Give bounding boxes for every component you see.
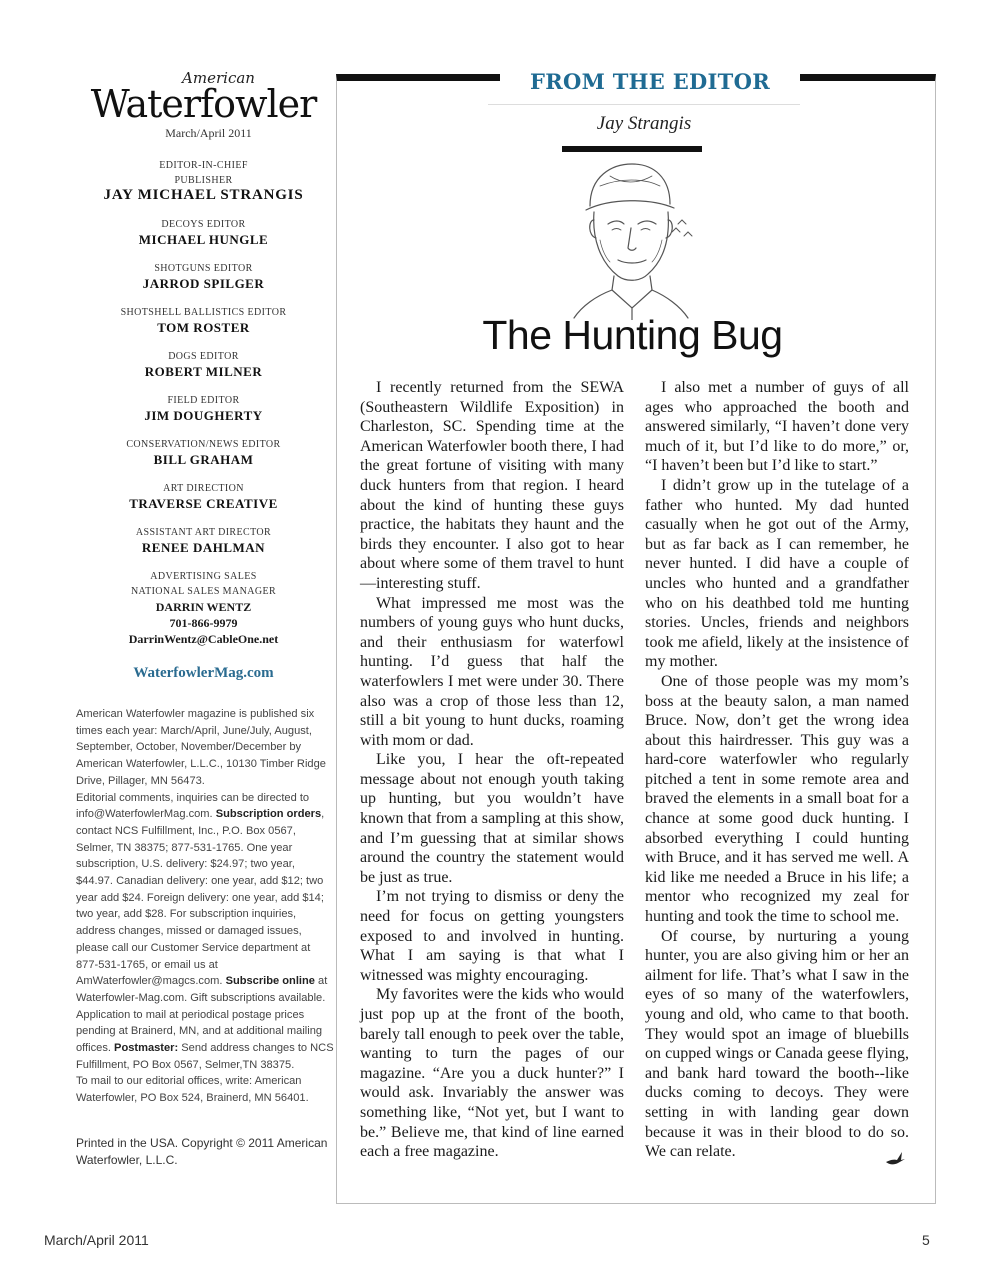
staff-role: NATIONAL SALES MANAGER [130,586,277,597]
byline-bar [562,146,702,152]
staff-block [76,349,331,379]
article-paragraph: I also met a number of guys of all ages who approached the booth and answered similarly, “I haven’t done very much of it, but I’d like to do more,” or, “I haven’t been but I’d like to start.” [645,379,909,475]
article-paragraph: I’m not trying to dismiss or deny the need for focus on getting youngsters exposed to and involved in hunting. What I am saying is that what I witnessed was mighty encouraging. [360,888,624,984]
staff-block [76,481,331,511]
staff-role: DECOYS EDITOR [161,219,246,230]
staff-name: JIM DOUGHERTY [144,408,263,423]
article-paragraph: Of course, by nurturing a young hunter, you are also giving him or her an ailment for life. That’s what I saw in the eyes of so many of the waterfowlers, young and old, who came to that booth. They would spot an image of bluebills on cupped wings or Canada geese flying, and bank hard toward the booth--like ducks coming to decoys. They were setting in with landing gear down because it was in their blood to do so. We can relate. [645,927,909,1161]
staff-block [76,437,331,467]
postmaster-label: Postmaster: [114,1042,179,1055]
publication-info [76,706,334,1107]
staff-block [76,261,331,291]
article-column-left [360,378,624,1162]
staff-role: CONSERVATION/NEWS EDITOR [126,439,281,450]
staff-name: MICHAEL HUNGLE [138,232,269,247]
staff-block [76,305,331,335]
article-paragraph: What impressed me most was the numbers of young guys who hunt ducks, and their enthusiasm for waterfowl hunting. I’d guess that half the waterfowlers I met were under 30. There also was a crop of those less than 12, still a bit young to hunt ducks, roaming with mom or dad. [360,594,624,749]
masthead-logo [76,69,331,141]
staff-name: TOM ROSTER [157,320,250,335]
copyright-notice: Printed in the USA. Copyright © 2011 American Waterfowler, L.L.C. [76,1136,328,1167]
page-number: 5 [922,1232,930,1248]
article-paragraph: I recently returned from the SEWA (Southeastern Wildlife Exposition) in Charleston, SC. Spending time at the American Waterfowler booth there, I had the great fortune of visiting with many duck hunters from that region. I heard about the kind of hunting these guys practice, the habitats they haunt and the birds they encounter. I also got to hear about where some of them travel to hunt—interesting stuff. [360,379,624,592]
staff-role: EDITOR-IN-CHIEF [159,160,248,171]
issue-date: March/April 2011 [165,126,252,140]
staff-role: ART DIRECTION [163,483,244,494]
article-column-right [645,378,909,1162]
staff-block [76,525,331,555]
staff-name: TRAVERSE CREATIVE [129,496,278,511]
staff-role: SHOTSHELL BALLISTICS EDITOR [120,307,287,318]
editor-portrait-sketch [560,158,700,320]
sales-manager-name: DARRIN WENTZ [155,600,252,614]
staff-name: JAY MICHAEL STRANGIS [103,187,304,203]
editorial-text: Editorial comments, inquiries can be directed to info@WaterfowlerMag.com. [76,791,310,821]
staff-name: BILL GRAHAM [153,452,254,467]
website-link[interactable]: WaterfowlerMag.com [133,665,274,681]
subscribe-online-label: Subscribe online [225,975,315,988]
staff-role: PUBLISHER [174,175,233,186]
staff-block [76,158,331,203]
article-headline: The Hunting Bug [482,312,783,358]
article-paragraph: My favorites were the kids who would just pop up at the front of the booth, barely tall enough to peek over the table, wanting to turn the pages of our magazine. “Are you a duck hunter?” I would ask. Invariably the answer was something like, “Not yet, but I want to be.” Believe me, that kind of line earned each a free magazine. [360,986,624,1161]
sales-email-link[interactable]: DarrinWentz@CableOne.net [128,632,279,646]
staff-role: ASSISTANT ART DIRECTOR [135,527,272,538]
article-paragraph: Like you, I hear the oft-repeated message about not enough youth taking up hunting, but you wouldn’t have known that from a sampling at this show, and I’m guessing that at similar shows around the country the statement would be just as true. [360,751,624,886]
staff-role: DOGS EDITOR [168,351,239,362]
duck-end-mark-icon [884,1150,906,1170]
title-divider [488,104,800,105]
section-title: FROM THE EDITOR [500,62,800,102]
brand-small-text: American [182,69,255,87]
staff-role: ADVERTISING SALES [150,571,257,582]
staff-name: RENEE DAHLMAN [141,540,266,555]
byline: Jay Strangis [596,113,692,134]
subscription-text: , contact NCS Fulfillment, Inc., P.O. Box 0567, Selmer, TN 38375; 877-531-1765. One year subscription, U.S. delivery: $24.97; two year, $44.97. Canadian delivery: one year, add $12; two year add $24. Foreign delivery: one year, add $14; two year, add $28. For subscription inquiries, address changes, missed or damaged issues, please call our Customer Service department at 877-531-1765, or email us at AmWaterfowler@magcs.com. [76,808,325,988]
mail-paragraph: To mail to our editorial offices, write: American Waterfowler, PO Box 524, Brainerd, MN 56401. [76,1075,309,1105]
publication-paragraph: American Waterfowler magazine is published six times each year: March/April, June/July, August, September, October, November/December by American Waterfowler, L.L.C., 10130 Timber Ridge Drive, Pillager, MN 56473. [76,708,326,787]
subscribe-online-text: at Waterfowler-Mag.com. Gift subscriptions available. Application to mail at periodical postage prices pending at Brainerd, MN, and at additional mailing offices. [76,975,328,1055]
footer-issue: March/April 2011 [44,1232,149,1248]
staff-block [76,217,331,247]
staff-role: FIELD EDITOR [167,395,240,406]
staff-name: ROBERT MILNER [144,364,263,379]
staff-role: SHOTGUNS EDITOR [154,263,253,274]
subscription-paragraph [76,790,334,1074]
advertising-block [76,569,331,647]
brand-title: Waterfowler [90,82,317,126]
staff-block [76,393,331,423]
article-paragraph: One of those people was my mom’s boss at the beauty salon, a man named Bruce. Now, don’t get the wrong idea about this hairdresser. This guy was a hard-core waterfowler who regularly pitched a tent in some remote area and braved the elements in a small boat for a chance at some good duck hunting. I absorbed everything I could hunting with Bruce, and it has served me well. A kid like me needed a Bruce in his life; a mentor who recognized my zeal for hunting and took the time to school me. [645,672,909,926]
subscription-label: Subscription orders [215,808,322,821]
staff-name: JARROD SPILGER [142,276,265,291]
staff-list [76,158,331,661]
article-paragraph: I didn’t grow up in the tutelage of a father who hunted. My dad hunted casually when he got out of the Army, but as far back as I can remember, he never hunted. I did have a couple of uncles who hunted and a grandfather who on his deathbed told me hunting stories. Uncles, friends and neighbors took me afield, likely at the insistence of my mother. [645,476,909,671]
postmaster-text: Send address changes to NCS Fulfillment, PO Box 0567, Selmer,TN 38375. [76,1042,334,1071]
sales-phone: 701-866-9979 [169,616,238,630]
